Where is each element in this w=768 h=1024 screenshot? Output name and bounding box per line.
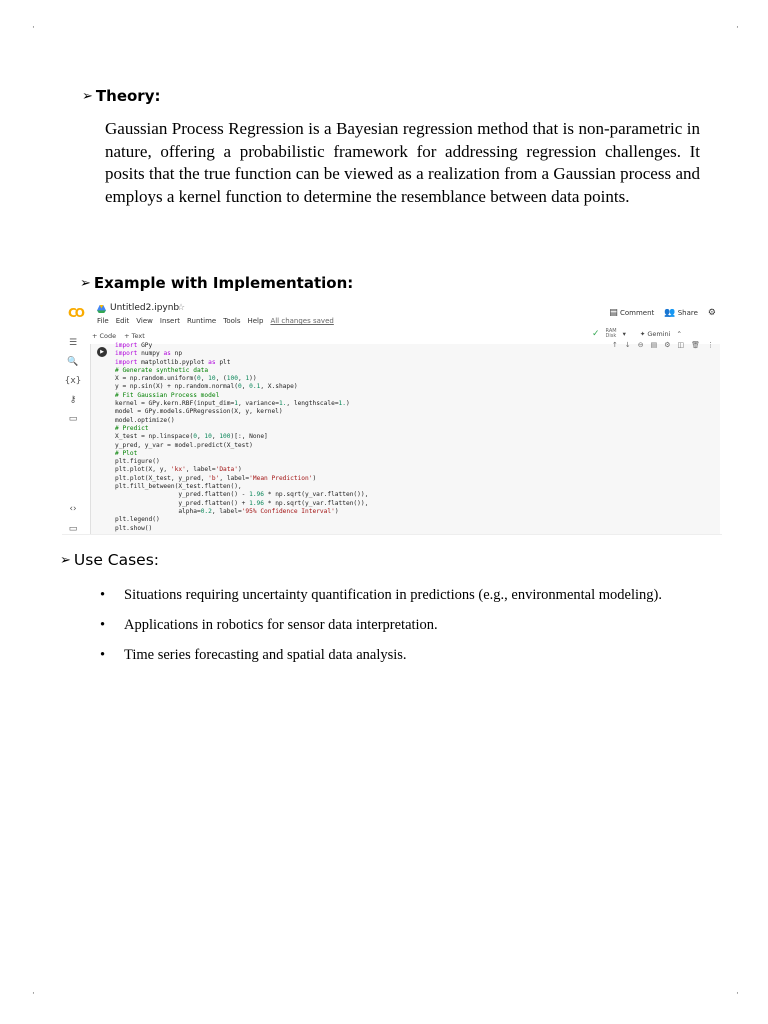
theory-heading	[82, 87, 160, 105]
corner-mark: ·	[736, 23, 739, 33]
table-of-contents-icon[interactable]: ☰	[68, 338, 78, 348]
bullet-dot: •	[100, 587, 106, 603]
ram-label: RAM	[605, 328, 617, 334]
disk-label: Disk	[605, 333, 617, 339]
variables-icon[interactable]: {x}	[64, 376, 82, 386]
search-icon[interactable]: 🔍	[67, 357, 79, 367]
connected-check-icon: ✓	[592, 329, 600, 339]
theory-heading-text: Theory:	[95, 87, 161, 105]
example-heading-text: Example with Implementation:	[93, 274, 354, 292]
delete-icon[interactable]: 🗑	[691, 341, 700, 349]
list-item	[100, 615, 720, 635]
bullet-dot: •	[100, 617, 106, 633]
code-line: plt.show()	[115, 524, 153, 532]
list-item	[100, 645, 720, 665]
colab-header	[62, 300, 722, 330]
theory-paragraph: Gaussian Process Regression is a Bayesian regression method that is non-parametric in nature, offering a probabilistic framework for addressing regression challenges. It posits that the true function can be viewed as a realization from a Gaussian process and employs a kernel function to determine the resemblance between data points.	[105, 119, 700, 206]
terminal-icon[interactable]: ▭	[68, 524, 78, 534]
runtime-status	[592, 329, 682, 339]
runtime-dropdown-icon[interactable]: ▾	[622, 330, 626, 338]
list-item-text: Applications in robotics for sensor data interpretation.	[124, 617, 438, 633]
code-snippets-icon[interactable]: ‹›	[69, 504, 77, 514]
code-line: model.optimize()	[115, 416, 175, 424]
code-line: import numpy as np	[115, 350, 183, 358]
menu-insert[interactable]: Insert	[159, 317, 180, 325]
code-line: plt.plot(X, y, 'kx', label='Data')	[115, 466, 242, 474]
comment-icon: ▤	[609, 308, 618, 318]
menu-bar	[97, 317, 334, 325]
menu-tools[interactable]: Tools	[223, 317, 241, 325]
header-actions	[609, 308, 716, 318]
code-line: plt.figure()	[115, 458, 160, 466]
menu-help[interactable]: Help	[247, 317, 264, 325]
share-button[interactable]	[664, 308, 698, 318]
code-line: # Fit Gaussian Process model	[115, 391, 220, 399]
run-cell-button[interactable]: ▶	[97, 347, 107, 357]
list-item-text: Situations requiring uncertainty quantification in predictions (e.g., environmental modeling).	[124, 587, 662, 603]
left-sidebar	[62, 334, 84, 534]
share-label: Share	[677, 309, 698, 317]
code-line: y_pred.flatten() + 1.96 * np.sqrt(y_var.flatten()),	[115, 499, 369, 507]
code-line: y_pred.flatten() - 1.96 * np.sqrt(y_var.flatten()),	[115, 491, 369, 499]
code-line: import GPy	[115, 342, 153, 349]
code-editor[interactable]	[115, 342, 368, 533]
code-line: alpha=0.2, label='95% Confidence Interval')	[115, 507, 339, 515]
code-line: # Plot	[115, 449, 138, 457]
gemini-label: Gemini	[647, 330, 671, 338]
colab-screenshot	[62, 300, 722, 535]
save-status[interactable]: All changes saved	[270, 317, 334, 325]
comment-label: Comment	[619, 309, 655, 317]
code-line: # Predict	[115, 424, 149, 432]
code-cell[interactable]	[90, 341, 720, 535]
add-code-button[interactable]: + Code	[92, 332, 117, 340]
example-heading	[80, 274, 353, 292]
corner-mark: ·	[736, 989, 739, 999]
use-cases-heading-text: Use Cases:	[73, 551, 160, 569]
corner-mark: ·	[32, 23, 35, 33]
settings-gear-icon[interactable]: ⚙	[707, 308, 716, 318]
ram-disk-indicator[interactable]	[606, 329, 617, 339]
code-line: plt.fill_between(X_test.flatten(),	[115, 483, 242, 491]
use-cases-list	[100, 585, 720, 675]
add-cell-buttons	[92, 332, 145, 340]
list-item	[100, 585, 720, 605]
move-up-icon[interactable]: ↑	[611, 341, 618, 349]
list-item-text: Time series forecasting and spatial data analysis.	[124, 647, 407, 663]
code-line: plt.legend()	[115, 516, 160, 524]
notebook-title[interactable]: Untitled2.ipynb	[110, 303, 180, 313]
code-line: import matplotlib.pyplot as plt	[115, 358, 231, 366]
code-line: y_pred, y_var = model.predict(X_test)	[115, 441, 253, 449]
add-text-button[interactable]: + Text	[124, 332, 145, 340]
code-line: X = np.random.uniform(0, 10, (100, 1))	[115, 375, 257, 383]
star-icon[interactable]: ☆	[177, 303, 186, 313]
gemini-button[interactable]: ✦ Gemini	[639, 330, 671, 338]
comment-button[interactable]	[609, 308, 654, 318]
link-icon[interactable]: ⊖	[637, 341, 644, 349]
menu-view[interactable]: View	[136, 317, 153, 325]
bullet-dot: •	[100, 647, 106, 663]
comment-cell-icon[interactable]: ▤	[650, 341, 658, 349]
code-line: plt.plot(X_test, y_pred, 'b', label='Mean Prediction')	[115, 474, 317, 482]
code-line: kernel = GPy.kern.RBF(input_dim=1, variance=1., lengthscale=1.)	[115, 400, 350, 408]
arrow-bullet-icon: ➢	[82, 88, 93, 104]
cell-toolbar	[612, 341, 714, 349]
arrow-bullet-icon: ➢	[80, 275, 91, 291]
corner-mark: ·	[32, 989, 35, 999]
code-line: y = np.sin(X) + np.random.normal(0, 0.1, X.shape)	[115, 383, 298, 391]
use-cases-heading	[60, 551, 159, 569]
menu-runtime[interactable]: Runtime	[186, 317, 217, 325]
code-line: X_test = np.linspace(0, 10, 100)[:, None]	[115, 433, 268, 441]
code-line: # Generate synthetic data	[115, 366, 209, 374]
code-line: model = GPy.models.GPRegression(X, y, kernel)	[115, 408, 283, 416]
menu-edit[interactable]: Edit	[115, 317, 130, 325]
more-options-icon[interactable]: ⋮	[707, 341, 714, 349]
arrow-bullet-icon: ➢	[60, 552, 71, 568]
move-down-icon[interactable]: ↓	[624, 341, 631, 349]
colab-logo: CO	[68, 306, 84, 320]
mirror-cell-icon[interactable]: ◫	[677, 341, 685, 349]
folder-icon[interactable]: ▭	[68, 414, 78, 424]
drive-icon	[97, 305, 106, 313]
secrets-key-icon[interactable]: ⚷	[69, 395, 77, 405]
share-icon: 👥	[664, 308, 676, 318]
cell-settings-icon[interactable]: ⚙	[664, 341, 671, 349]
collapse-chevron-icon[interactable]: ⌃	[676, 330, 682, 338]
menu-file[interactable]: File	[97, 317, 109, 325]
